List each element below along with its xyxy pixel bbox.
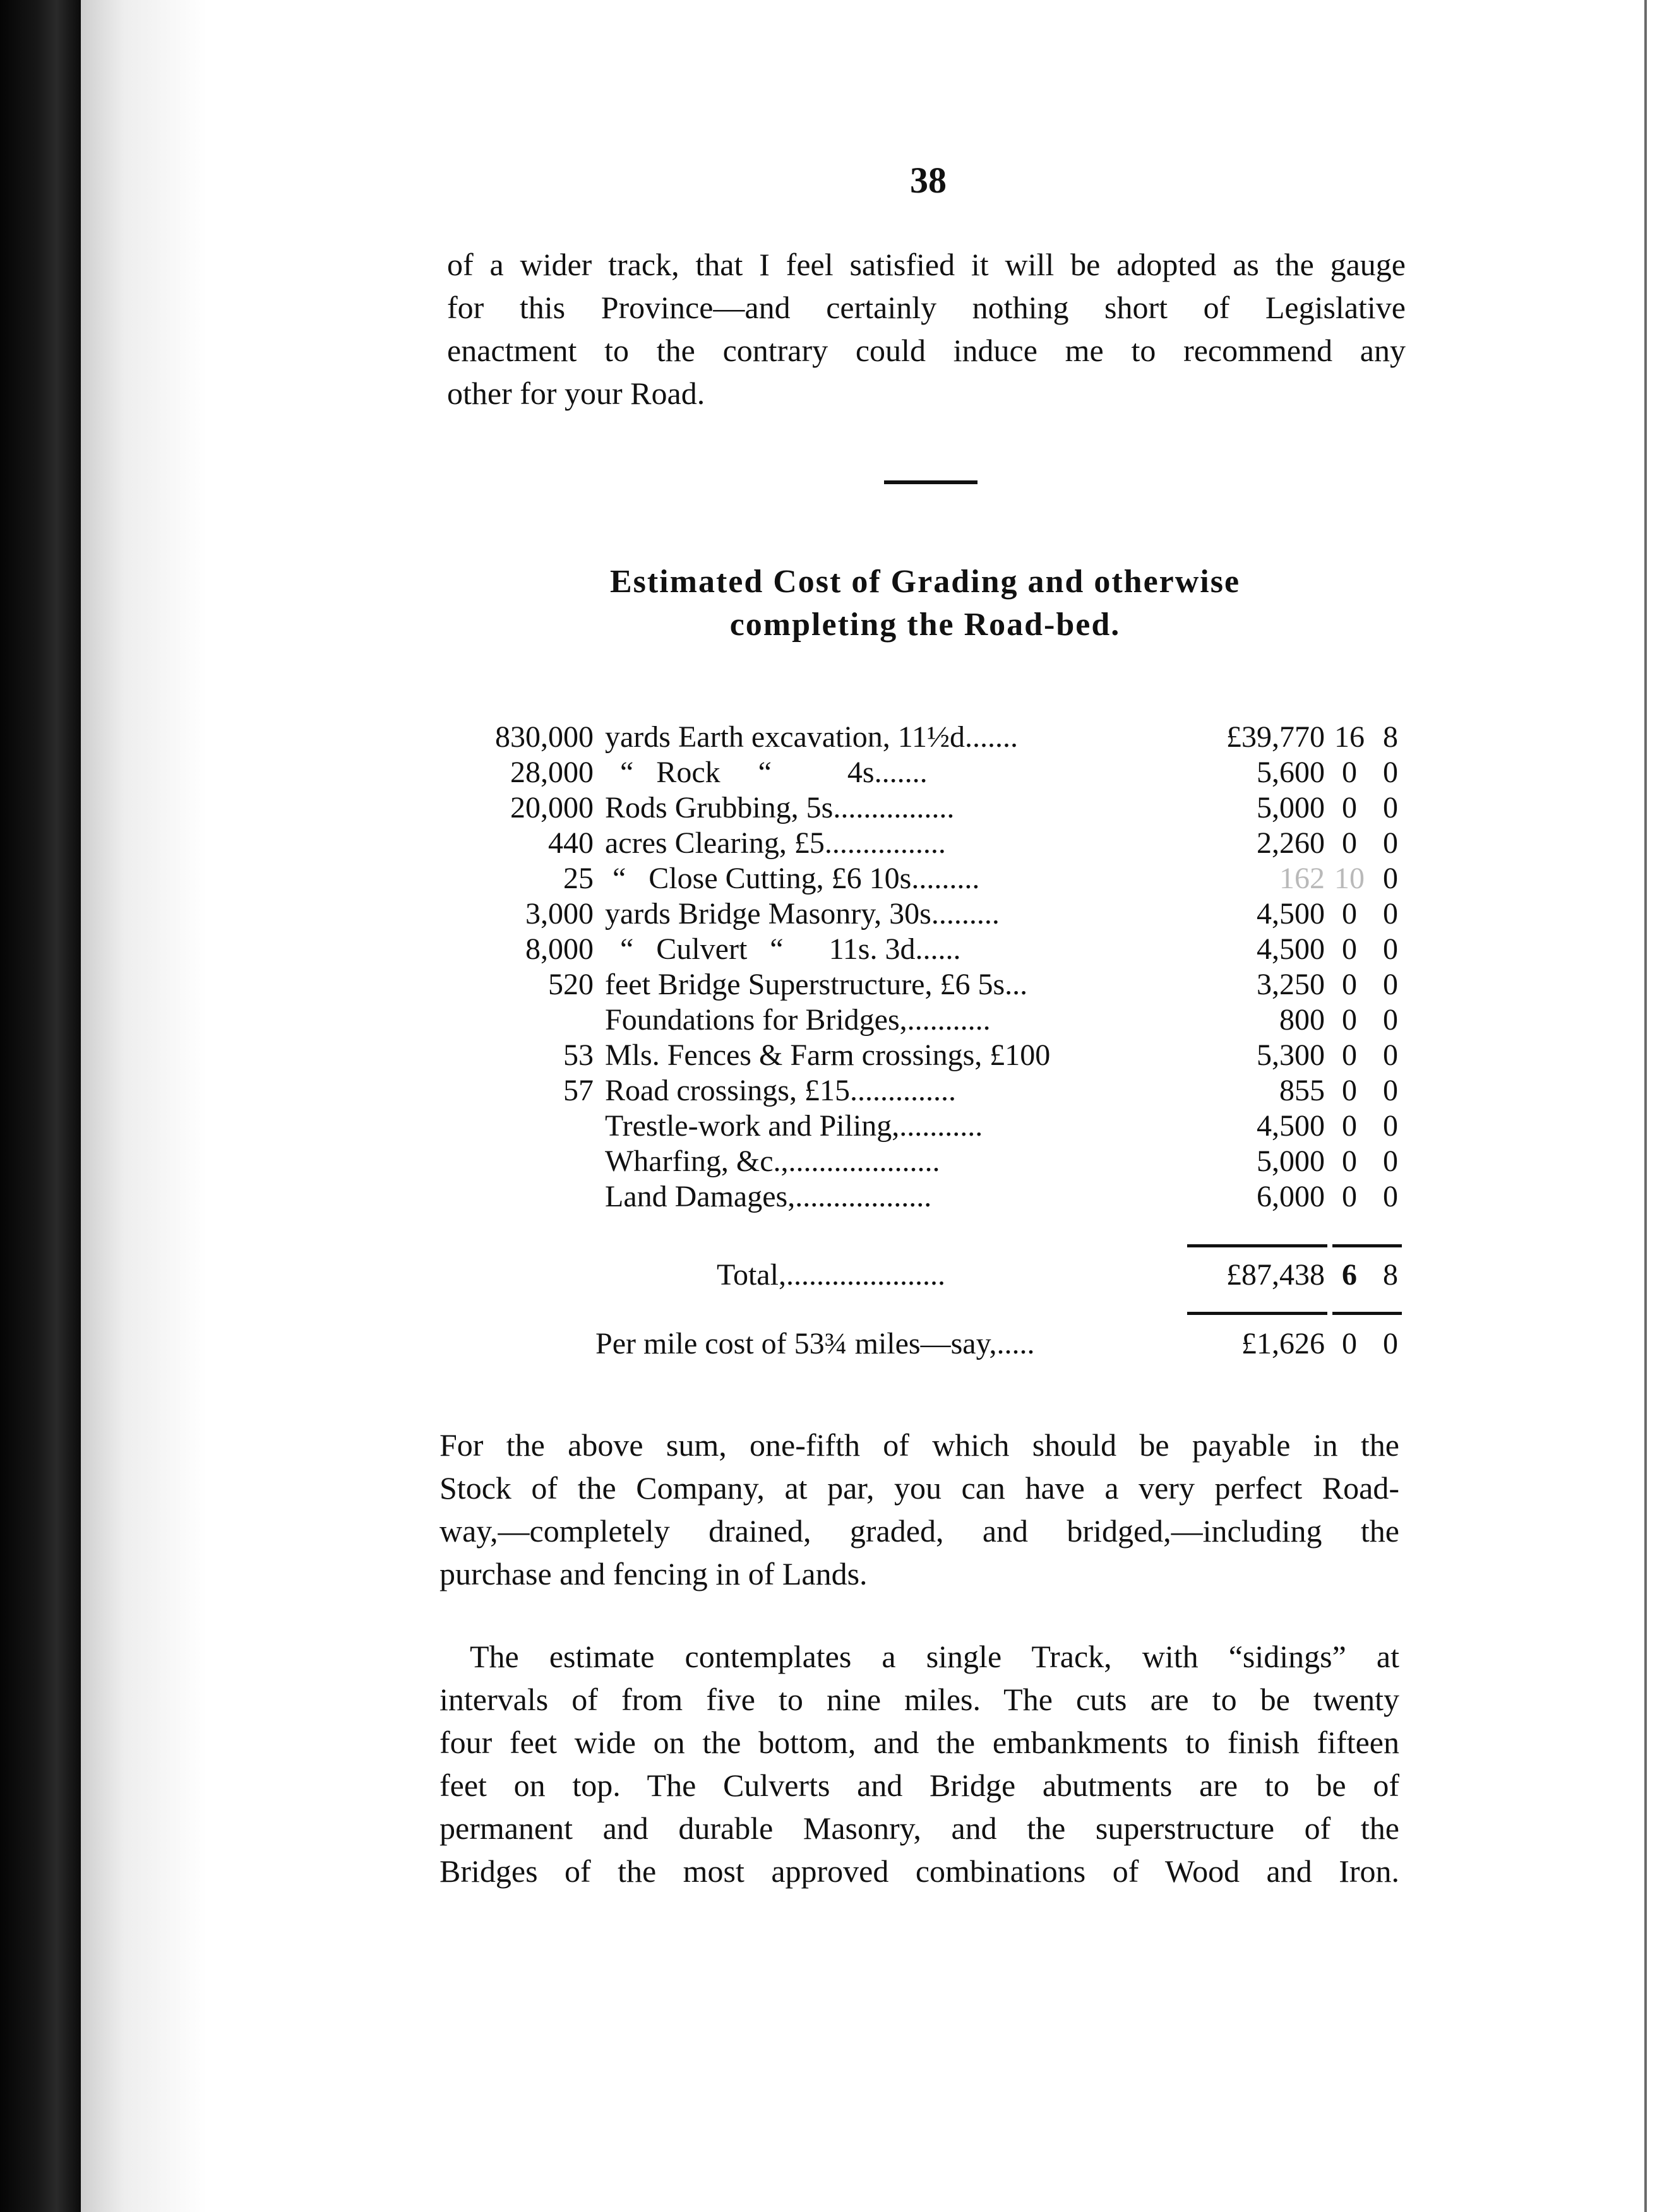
- track-line: permanent and durable Masonry, and the superstructure of the: [439, 1811, 1399, 1846]
- estimate-row: [467, 790, 1402, 826]
- estimate-pence: 0: [1383, 1003, 1398, 1037]
- estimate-pounds: 800: [1279, 1003, 1325, 1037]
- estimate-pounds: 6,000: [1257, 1180, 1325, 1213]
- estimate-description: “ Close Cutting, £6 10s.........: [605, 862, 980, 895]
- estimate-row: [467, 826, 1402, 861]
- estimate-shillings: 0: [1342, 791, 1357, 824]
- estimate-pence: 0: [1383, 1145, 1398, 1178]
- total-shillings: 6: [1342, 1258, 1357, 1292]
- intro-paragraph: [447, 243, 1406, 415]
- estimate-description: Road crossings, £15..............: [605, 1074, 956, 1107]
- estimate-quantity: 520: [548, 968, 594, 1001]
- estimate-quantity: 57: [563, 1074, 594, 1107]
- estimate-shillings: 0: [1342, 1109, 1357, 1143]
- estimate-pounds: 4,500: [1257, 1109, 1325, 1143]
- estimate-pence: 8: [1383, 720, 1398, 754]
- intro-line: other for your Road.: [447, 376, 705, 411]
- estimate-description: yards Earth excavation, 11½d.......: [605, 720, 1019, 754]
- estimate-pence: 0: [1383, 932, 1398, 966]
- estimate-shillings: 0: [1342, 756, 1357, 789]
- track-line: intervals of from five to nine miles. The cuts are to be twenty: [439, 1682, 1399, 1717]
- per-mile-label: Per mile cost of 53¾ miles—say,.....: [595, 1327, 1035, 1360]
- estimate-shillings: 0: [1342, 1074, 1357, 1107]
- estimate-row: [467, 1002, 1402, 1038]
- total-pence: 8: [1383, 1258, 1398, 1292]
- track-line: feet on top. The Culverts and Bridge abutments are to be of: [439, 1768, 1399, 1803]
- book-edge: [0, 0, 81, 2212]
- estimate-pence: 0: [1383, 791, 1398, 824]
- estimate-row: [467, 1109, 1402, 1144]
- intro-line: enactment to the contrary could induce me to recommend any: [447, 333, 1406, 368]
- estimate-row: [467, 967, 1402, 1002]
- total-row: [467, 1258, 1402, 1293]
- estimate-shillings: 0: [1342, 826, 1357, 860]
- estimate-heading: [442, 561, 1408, 646]
- estimate-quantity: 25: [563, 862, 594, 895]
- heading-line-2: completing the Road-bed.: [729, 607, 1121, 643]
- track-line: Bridges of the most approved combinations of Wood and Iron.: [439, 1853, 1399, 1889]
- estimate-quantity: 20,000: [510, 791, 594, 824]
- estimate-quantity: 830,000: [495, 720, 594, 754]
- cost-line: Stock of the Company, at par, you can have a very perfect Road-: [439, 1470, 1399, 1506]
- track-line: The estimate contemplates a single Track, with “sidings” at: [470, 1639, 1399, 1674]
- sum-rule-shillings-pence: [1332, 1244, 1402, 1247]
- estimate-quantity: 8,000: [525, 932, 594, 966]
- track-paragraph: [439, 1635, 1399, 1893]
- estimate-description: Foundations for Bridges,...........: [605, 1003, 991, 1037]
- estimate-pounds: 4,500: [1257, 897, 1325, 931]
- estimate-description: Wharfing, &c.,....................: [605, 1145, 940, 1178]
- sum-rule-shillings-pence-2: [1332, 1312, 1402, 1315]
- estimate-quantity: 28,000: [510, 756, 594, 789]
- estimate-description: “ Rock “ 4s.......: [605, 756, 928, 789]
- estimate-description: Land Damages,..................: [605, 1180, 932, 1213]
- estimate-row: [467, 932, 1402, 967]
- estimate-pence: 0: [1383, 1180, 1398, 1213]
- estimate-description: acres Clearing, £5................: [605, 826, 946, 860]
- estimate-description: “ Culvert “ 11s. 3d......: [605, 932, 961, 966]
- estimate-shillings: 0: [1342, 1180, 1357, 1213]
- sum-rule-pounds: [1187, 1244, 1327, 1247]
- estimate-quantity: 440: [548, 826, 594, 860]
- total-pounds: £87,438: [1226, 1258, 1325, 1292]
- sum-rule-pounds-2: [1187, 1312, 1327, 1315]
- cost-line: way,—completely drained, graded, and bridged,—including the: [439, 1513, 1399, 1549]
- estimate-description: Rods Grubbing, 5s................: [605, 791, 955, 824]
- estimate-pounds: 3,250: [1257, 968, 1325, 1001]
- estimate-row: [467, 861, 1402, 896]
- estimate-description: Mls. Fences & Farm crossings, £100: [605, 1038, 1051, 1072]
- page-right-edge: [1644, 0, 1647, 2212]
- total-label: Total,.....................: [717, 1258, 945, 1292]
- estimate-description: feet Bridge Superstructure, £6 5s...: [605, 968, 1028, 1001]
- section-divider: [884, 480, 977, 484]
- estimate-shillings: 0: [1342, 1038, 1357, 1072]
- estimate-pence: 0: [1383, 826, 1398, 860]
- estimate-row: [467, 896, 1402, 932]
- estimate-pounds: 5,000: [1257, 1145, 1325, 1178]
- estimate-pence: 0: [1383, 1038, 1398, 1072]
- estimate-shillings: 0: [1342, 1003, 1357, 1037]
- cost-line: purchase and fencing in of Lands.: [439, 1556, 868, 1591]
- estimate-pence: 0: [1383, 756, 1398, 789]
- estimate-row: [467, 755, 1402, 790]
- track-line: four feet wide on the bottom, and the embankments to finish fifteen: [439, 1725, 1399, 1760]
- estimate-pounds: 5,000: [1257, 791, 1325, 824]
- per-mile-pence: 0: [1383, 1327, 1398, 1360]
- estimate-pence: 0: [1383, 968, 1398, 1001]
- estimate-row: [467, 1073, 1402, 1109]
- cost-paragraph: [439, 1424, 1399, 1595]
- estimate-pounds: 2,260: [1257, 826, 1325, 860]
- estimate-pounds: 162: [1279, 862, 1325, 895]
- estimate-description: yards Bridge Masonry, 30s.........: [605, 897, 1000, 931]
- estimate-shillings: 10: [1334, 862, 1365, 895]
- per-mile-row: [467, 1326, 1402, 1362]
- estimate-quantity: 3,000: [525, 897, 594, 931]
- estimate-description: Trestle-work and Piling,...........: [605, 1109, 983, 1143]
- estimate-pence: 0: [1383, 862, 1398, 895]
- estimate-pounds: 4,500: [1257, 932, 1325, 966]
- estimate-shillings: 0: [1342, 968, 1357, 1001]
- estimate-pence: 0: [1383, 897, 1398, 931]
- per-mile-shillings: 0: [1342, 1327, 1357, 1360]
- estimate-row: [467, 1038, 1402, 1073]
- estimate-shillings: 0: [1342, 932, 1357, 966]
- estimate-row: [467, 720, 1402, 755]
- page-gutter-shadow: [81, 0, 207, 2212]
- per-mile-pounds: £1,626: [1241, 1327, 1325, 1360]
- estimate-pounds: 5,600: [1257, 756, 1325, 789]
- intro-line: of a wider track, that I feel satisfied it will be adopted as the gauge: [447, 247, 1406, 282]
- estimate-quantity: 53: [563, 1038, 594, 1072]
- cost-line: For the above sum, one-fifth of which should be payable in the: [439, 1427, 1399, 1463]
- estimate-pounds: £39,770: [1226, 720, 1325, 754]
- estimate-shillings: 0: [1342, 897, 1357, 931]
- intro-line: for this Province—and certainly nothing short of Legislative: [447, 290, 1406, 325]
- heading-line-1: Estimated Cost of Grading and otherwise: [609, 564, 1241, 600]
- estimate-pence: 0: [1383, 1109, 1398, 1143]
- estimate-pence: 0: [1383, 1074, 1398, 1107]
- estimate-row: [467, 1179, 1402, 1215]
- estimate-pounds: 855: [1279, 1074, 1325, 1107]
- estimate-shillings: 16: [1334, 720, 1365, 754]
- estimate-row: [467, 1144, 1402, 1179]
- estimate-shillings: 0: [1342, 1145, 1357, 1178]
- page-number: 38: [910, 160, 947, 201]
- estimate-pounds: 5,300: [1257, 1038, 1325, 1072]
